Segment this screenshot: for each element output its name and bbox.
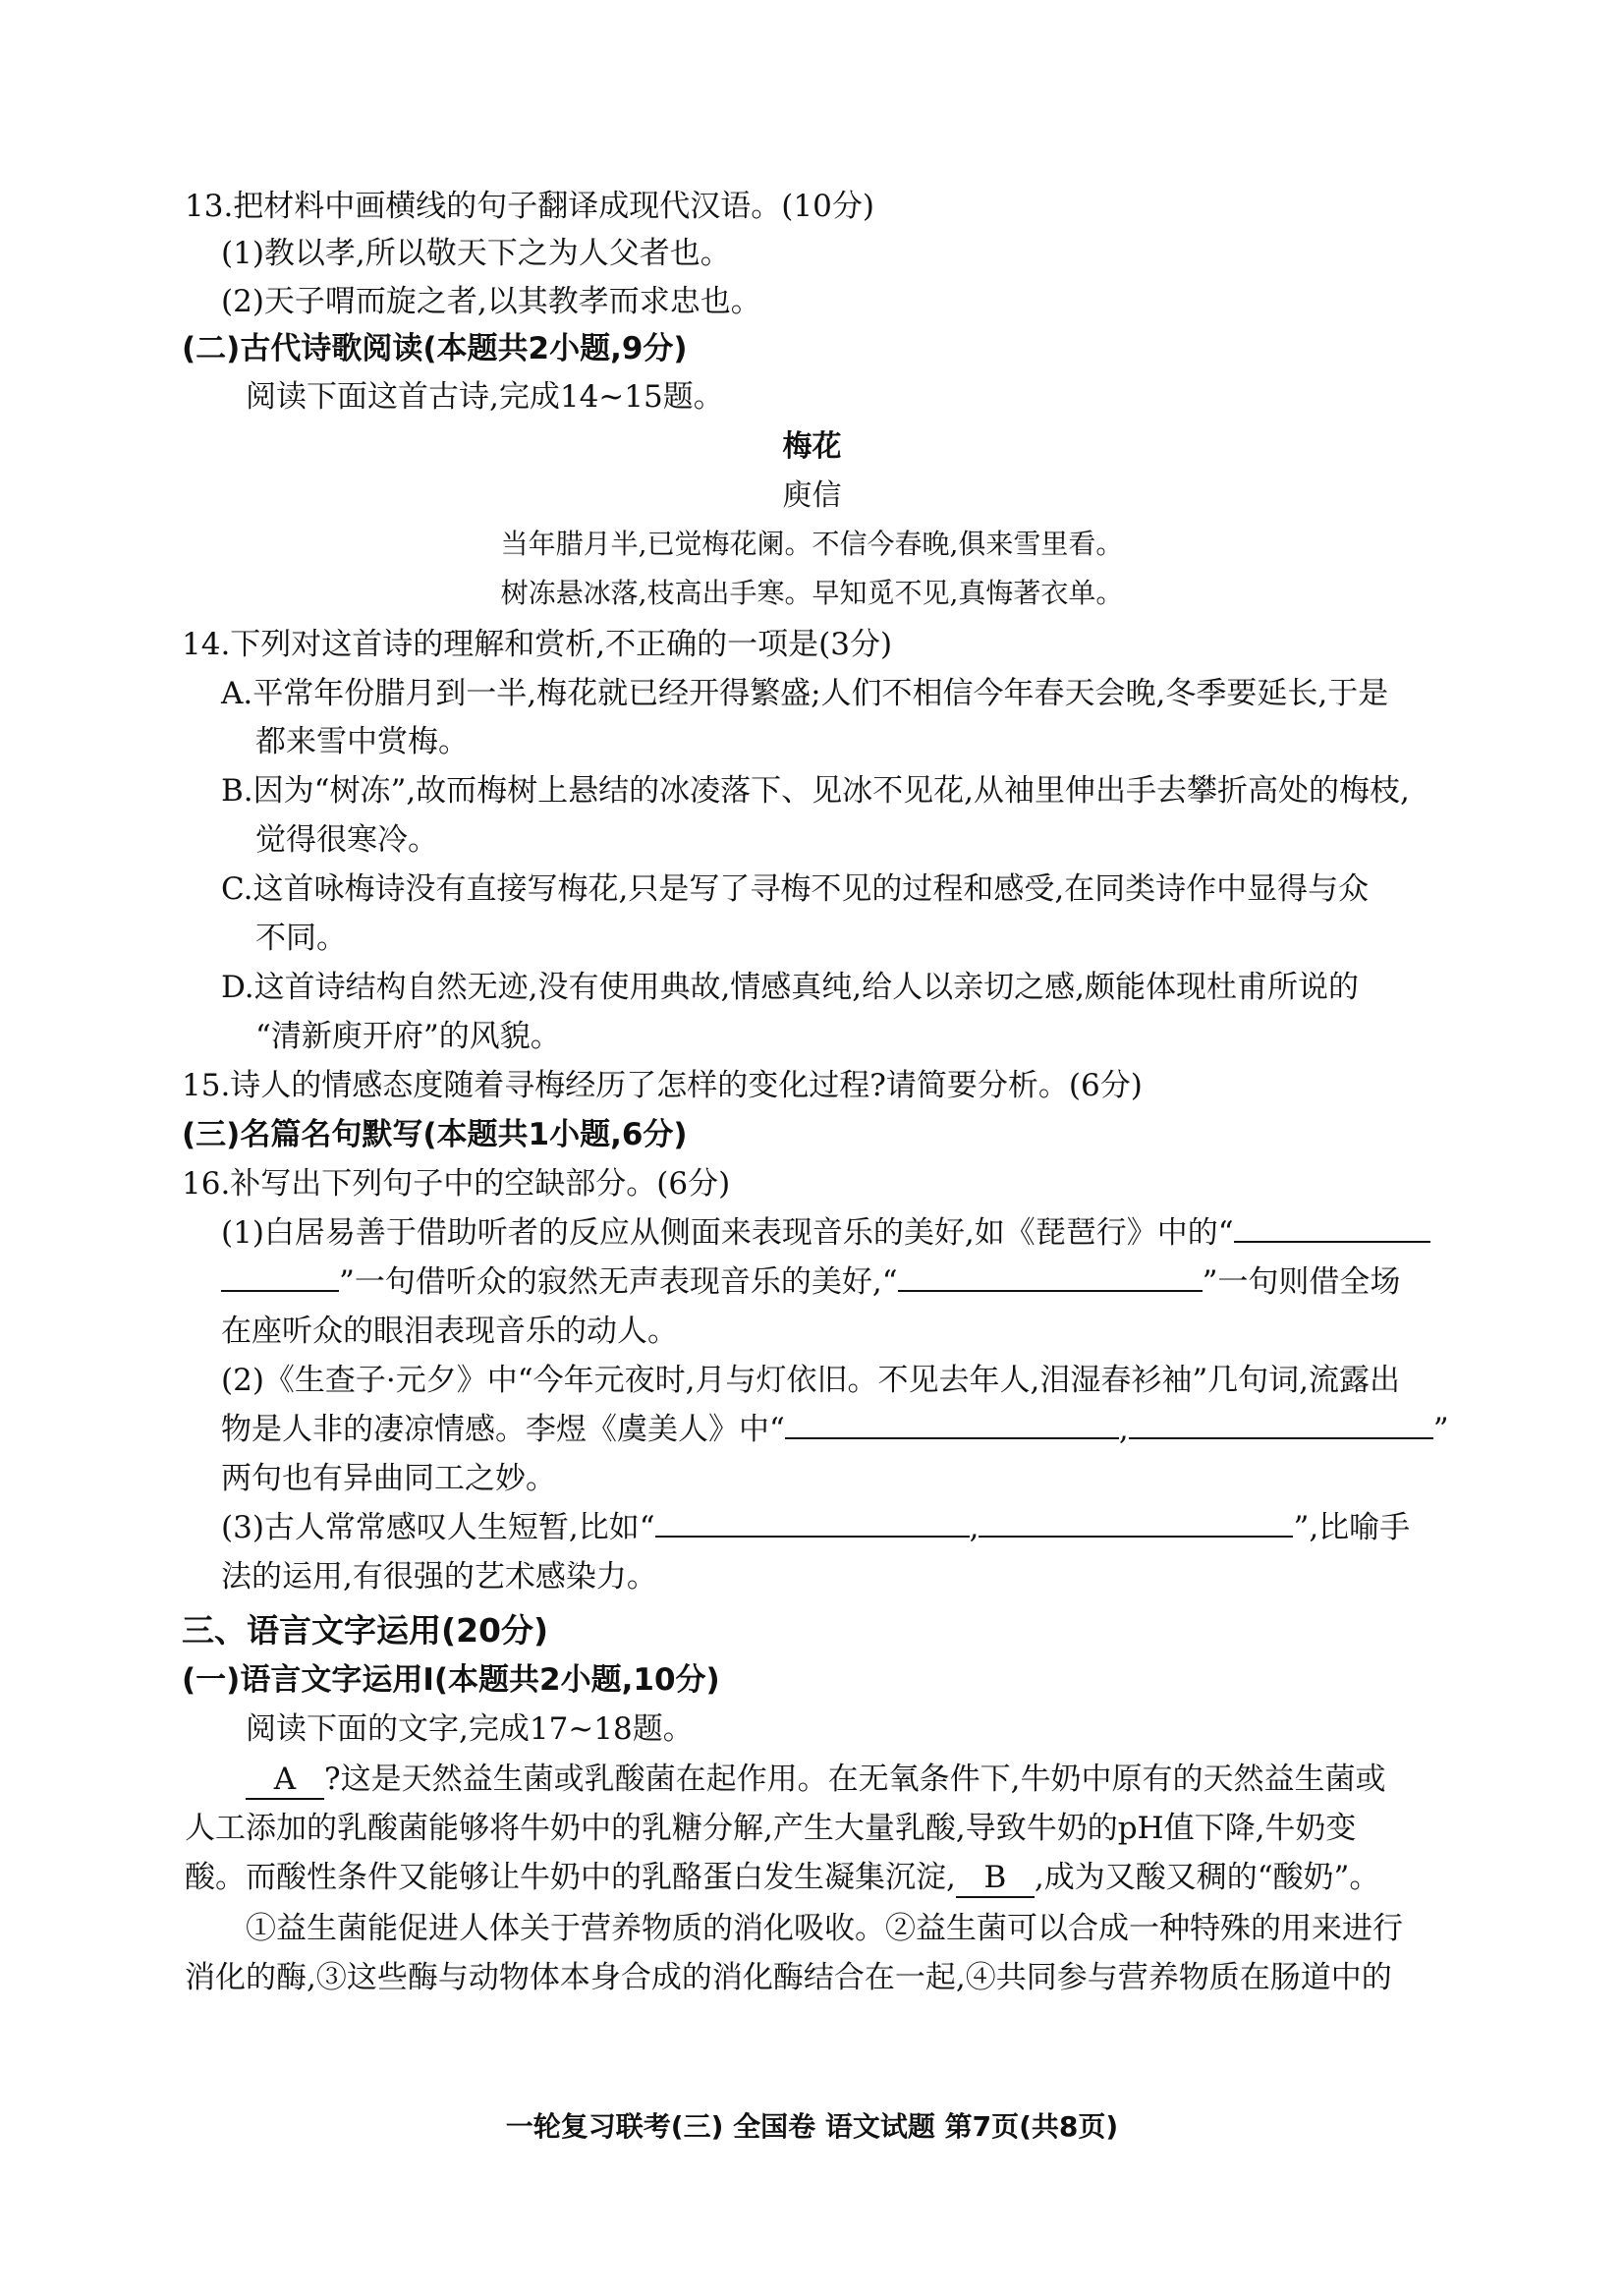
- poem-author: 庾信: [782, 478, 842, 513]
- q14-option-d: D.这首诗结构自然无迹,没有使用典故,情感真纯,给人以亲切之感,颇能体现杜甫所说的: [221, 970, 1360, 1005]
- q14-option-a: A.平常年份腊月到一半,梅花就已经开得繁盛;人们不相信今年春天会晚,冬季要延长,于是: [221, 676, 1389, 711]
- section-dictation-heading: (三)名篇名句默写(本题共1小题,6分): [182, 1117, 688, 1152]
- q16-part1-text-c: ”一句则借全场: [1202, 1264, 1401, 1300]
- passage-line-1: [246, 1762, 1385, 1800]
- passage-line-2: 人工添加的乳酸菌能够将牛奶中的乳糖分解,产生大量乳酸,导致牛奶的pH值下降,牛奶变: [185, 1811, 1357, 1846]
- q14-option-a-cont: 都来雪中赏梅。: [255, 724, 469, 759]
- q16-comma-2: ,: [969, 1510, 980, 1545]
- answer-blank-5[interactable]: [1129, 1436, 1433, 1439]
- q16-part3-line2: 法的运用,有很强的艺术感染力。: [221, 1559, 657, 1595]
- q16-stem: 16.补写出下列句子中的空缺部分。(6分): [182, 1166, 731, 1202]
- answer-blank-7[interactable]: [979, 1535, 1293, 1538]
- answer-blank-6[interactable]: [655, 1535, 970, 1538]
- section-poetry-heading: (二)古代诗歌阅读(本题共2小题,9分): [182, 331, 688, 366]
- section-3-1-intro: 阅读下面的文字,完成17~18题。: [246, 1711, 694, 1747]
- blank-b: B: [956, 1860, 1035, 1898]
- q14-option-d-cont: “清新庾开府”的风貌。: [255, 1019, 561, 1054]
- q16-part2-line1: (2)《生查子·元夕》中“今年元夜时,月与灯依旧。不见去年人,泪湿春衫袖”几句词,流露出: [221, 1363, 1401, 1398]
- poem-line-1: 当年腊月半,已觉梅花阑。不信今春晚,俱来雪里看。: [500, 528, 1124, 560]
- q14-stem: 14.下列对这首诗的理解和赏析,不正确的一项是(3分): [182, 627, 893, 662]
- section-3-heading: 三、语言文字运用(20分): [182, 1611, 549, 1650]
- answer-blank-3[interactable]: [898, 1289, 1203, 1292]
- q16-comma-1: ,: [1118, 1412, 1129, 1447]
- q16-part1-line2: [221, 1264, 1400, 1301]
- page-footer: 一轮复习联考(三) 全国卷 语文试题 第7页(共8页): [505, 2110, 1119, 2143]
- passage-line-3: [185, 1860, 1379, 1898]
- blank-a: A: [246, 1762, 324, 1800]
- q14-option-b-cont: 觉得很寒冷。: [255, 822, 438, 858]
- q16-part3-text-b: ”,比喻手: [1293, 1510, 1411, 1545]
- q16-part3-text-a: (3)古人常常感叹人生短暂,比如“: [221, 1510, 655, 1545]
- q13-sentence-2: (2)天子喟而旋之者,以其教孝而求忠也。: [221, 284, 761, 319]
- passage-text-1a: ?这是天然益生菌或乳酸菌在起作用。在无氧条件下,牛奶中原有的天然益生菌或: [324, 1762, 1386, 1797]
- q13-title: 13.把材料中画横线的句子翻译成现代汉语。(10分): [185, 189, 874, 224]
- answer-blank-4[interactable]: [785, 1436, 1119, 1439]
- q16-part2-line3: 两句也有异曲同工之妙。: [221, 1461, 556, 1496]
- passage-line-4: ①益生菌能促进人体关于营养物质的消化吸收。②益生菌可以合成一种特殊的用来进行: [246, 1911, 1403, 1946]
- passage-line-5: 消化的酶,③这些酶与动物体本身合成的消化酶结合在一起,④共同参与营养物质在肠道中的: [185, 1960, 1392, 1995]
- q16-part1-line1: [221, 1215, 1430, 1252]
- q16-part1-text-a: (1)白居易善于借助听者的反应从侧面来表现音乐的美好,如《琵琶行》中的“: [221, 1215, 1234, 1251]
- q15-stem: 15.诗人的情感态度随着寻梅经历了怎样的变化过程?请简要分析。(6分): [182, 1068, 1143, 1103]
- passage-text-1d: ,成为又酸又稠的“酸奶”。: [1034, 1860, 1380, 1895]
- q14-option-c: C.这首咏梅诗没有直接写梅花,只是写了寻梅不见的过程和感受,在同类诗作中显得与众: [221, 871, 1370, 907]
- q16-quote-close-1: ”: [1432, 1412, 1449, 1447]
- q14-option-c-cont: 不同。: [255, 921, 347, 956]
- answer-blank-1[interactable]: [1234, 1240, 1430, 1243]
- q16-part2-text-b: 物是人非的凄凉情感。李煜《虞美人》中“: [221, 1412, 785, 1447]
- poetry-intro: 阅读下面这首古诗,完成14~15题。: [246, 379, 724, 415]
- q13-sentence-1: (1)教以孝,所以敬天下之为人父者也。: [221, 236, 731, 271]
- q16-part1-line3: 在座听众的眼泪表现音乐的动人。: [221, 1314, 678, 1349]
- passage-text-1c: 酸。而酸性条件又能够让牛奶中的乳酪蛋白发生凝集沉淀,: [185, 1860, 956, 1895]
- section-3-1-heading: (一)语言文字运用Ⅰ(本题共2小题,10分): [182, 1662, 720, 1698]
- poem-line-2: 树冻悬冰落,枝高出手寒。早知觅不见,真悔著衣单。: [500, 577, 1124, 609]
- poem-title: 梅花: [782, 429, 842, 464]
- q16-part3-line1: [221, 1510, 1410, 1546]
- answer-blank-2[interactable]: [221, 1289, 339, 1292]
- q14-option-b: B.因为“树冻”,故而梅树上悬结的冰凌落下、见冰不见花,从袖里伸出手去攀折高处的梅枝,: [221, 773, 1410, 809]
- q16-part2-line2: [221, 1412, 1449, 1448]
- q16-part1-text-b: ”一句借听众的寂然无声表现音乐的美好,“: [339, 1264, 898, 1300]
